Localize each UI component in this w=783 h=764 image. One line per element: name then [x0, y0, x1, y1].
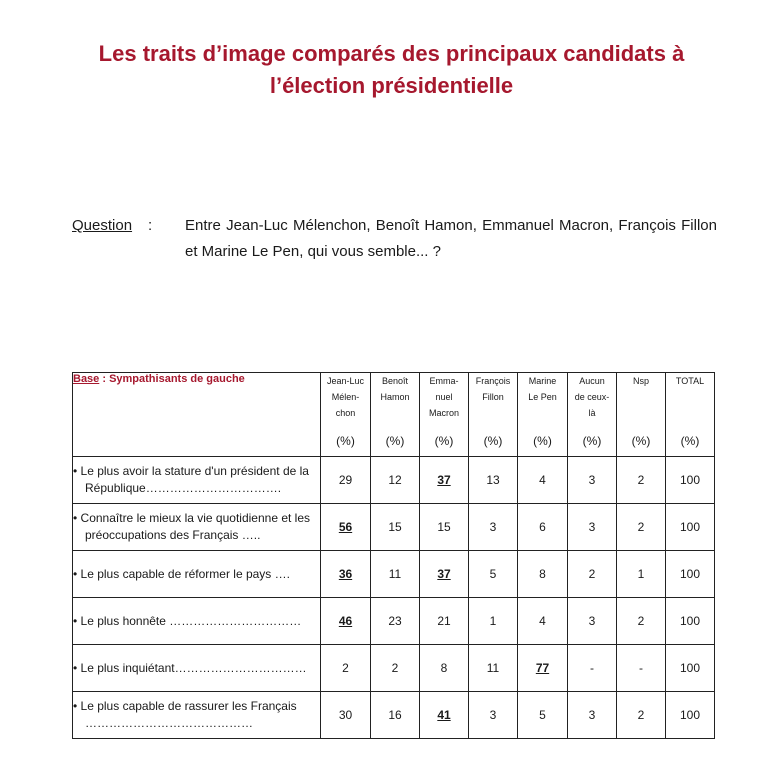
- value-cell: 23: [371, 598, 420, 645]
- column-header-line: Nsp: [632, 376, 649, 386]
- value-cell: 56: [321, 504, 371, 551]
- value-cell: 100: [666, 457, 715, 504]
- table-row: [73, 645, 715, 692]
- value-cell: 5: [518, 692, 568, 739]
- table-row: [73, 504, 715, 551]
- value-cell: 2: [617, 598, 666, 645]
- question-text: Entre Jean-Luc Mélenchon, Benoît Hamon, Emmanuel Macron, François Fillon et Marine Le Pen, qui vous semble... ?: [185, 217, 717, 260]
- value-cell: 3: [469, 692, 518, 739]
- value-cell: 100: [666, 551, 715, 598]
- column-header-line: Benoît: [381, 376, 409, 386]
- value-cell: 37: [420, 551, 469, 598]
- value-cell: 21: [420, 598, 469, 645]
- column-header: [469, 373, 518, 457]
- row-label: • Le plus capable de rassurer les Français ……………………………………: [73, 699, 297, 730]
- table-row: [73, 457, 715, 504]
- column-unit: (%): [385, 434, 405, 448]
- base-label: Base: [73, 373, 100, 385]
- table-row: [73, 692, 715, 739]
- row-label: • Connaître le mieux la vie quotidienne et les préoccupations des Français …..: [73, 511, 311, 542]
- row-label-cell: [73, 504, 321, 551]
- column-header-line: Mélen-: [331, 392, 360, 402]
- value-cell: 3: [568, 457, 617, 504]
- value-cell: 8: [420, 645, 469, 692]
- column-header-line: de ceux-: [574, 392, 610, 402]
- value-cell: 3: [568, 598, 617, 645]
- column-header-line: Emma-: [429, 376, 459, 386]
- value-cell: 6: [518, 504, 568, 551]
- title-line-1: Les traits d’image comparés des principaux candidats à: [98, 41, 685, 66]
- row-label-cell: [73, 551, 321, 598]
- value-cell: 8: [518, 551, 568, 598]
- column-header: [321, 373, 371, 457]
- column-unit: (%): [631, 434, 651, 448]
- value-cell: 16: [371, 692, 420, 739]
- column-header-line: Jean-Luc: [326, 376, 365, 386]
- value-cell: -: [617, 645, 666, 692]
- value-cell: 100: [666, 645, 715, 692]
- column-unit: (%): [533, 434, 552, 448]
- column-header-line: TOTAL: [675, 376, 705, 386]
- value-cell: 46: [321, 598, 371, 645]
- column-unit: (%): [582, 434, 602, 448]
- column-header-line: chon: [335, 408, 356, 418]
- value-cell: 13: [469, 457, 518, 504]
- base-text: : Sympathisants de gauche: [99, 373, 245, 385]
- value-cell: 5: [469, 551, 518, 598]
- table-body: [73, 457, 715, 739]
- page-title: [40, 38, 743, 102]
- table-row: [73, 598, 715, 645]
- value-cell: 2: [617, 692, 666, 739]
- table-row: [73, 551, 715, 598]
- column-header: [420, 373, 469, 457]
- value-cell: 11: [371, 551, 420, 598]
- column-header-line: Fillon: [482, 392, 504, 402]
- value-cell: 3: [568, 692, 617, 739]
- column-header-line: Le Pen: [528, 392, 557, 402]
- value-cell: 15: [420, 504, 469, 551]
- value-cell: 2: [617, 457, 666, 504]
- value-cell: 2: [371, 645, 420, 692]
- column-unit: (%): [434, 434, 454, 448]
- table-header-row: [73, 373, 715, 457]
- column-header: [617, 373, 666, 457]
- value-cell: 11: [469, 645, 518, 692]
- value-cell: 29: [321, 457, 371, 504]
- value-cell: 2: [568, 551, 617, 598]
- row-label: • Le plus inquiétant……………………………: [73, 660, 307, 675]
- column-header-line: François: [475, 376, 511, 386]
- column-header-line: Hamon: [380, 392, 410, 402]
- column-header-line: Macron: [428, 408, 459, 418]
- column-header-line: là: [588, 408, 596, 418]
- base-header: [73, 373, 321, 457]
- value-cell: 3: [568, 504, 617, 551]
- column-header: [518, 373, 568, 457]
- value-cell: 2: [321, 645, 371, 692]
- column-header-line: Aucun: [579, 376, 605, 386]
- row-label: • Le plus avoir la stature d'un président de la République…………………………….: [73, 464, 309, 495]
- column-header-line: Marine: [528, 376, 557, 386]
- value-cell: 1: [469, 598, 518, 645]
- row-label-cell: [73, 457, 321, 504]
- column-header: [666, 373, 715, 457]
- row-label: • Le plus capable de réformer le pays ….: [73, 566, 290, 581]
- question-label: Question: [72, 217, 133, 234]
- row-label-cell: [73, 692, 321, 739]
- row-label-cell: [73, 645, 321, 692]
- value-cell: 4: [518, 598, 568, 645]
- value-cell: 36: [321, 551, 371, 598]
- value-cell: 1: [617, 551, 666, 598]
- row-label-cell: [73, 598, 321, 645]
- value-cell: 77: [518, 645, 568, 692]
- column-header-line: nuel: [435, 392, 453, 402]
- title-line-2: l’élection présidentielle: [269, 73, 514, 98]
- value-cell: 4: [518, 457, 568, 504]
- column-header: [568, 373, 617, 457]
- row-label: • Le plus honnête ……………………………: [73, 613, 302, 628]
- question-colon: :: [148, 217, 153, 234]
- value-cell: 100: [666, 598, 715, 645]
- value-cell: 30: [321, 692, 371, 739]
- column-unit: (%): [680, 434, 700, 448]
- value-cell: 15: [371, 504, 420, 551]
- value-cell: 12: [371, 457, 420, 504]
- column-header: [371, 373, 420, 457]
- value-cell: 2: [617, 504, 666, 551]
- results-table: [72, 372, 715, 739]
- value-cell: -: [568, 645, 617, 692]
- value-cell: 100: [666, 692, 715, 739]
- column-unit: (%): [483, 434, 503, 448]
- value-cell: 37: [420, 457, 469, 504]
- value-cell: 41: [420, 692, 469, 739]
- column-unit: (%): [336, 434, 355, 448]
- value-cell: 3: [469, 504, 518, 551]
- value-cell: 100: [666, 504, 715, 551]
